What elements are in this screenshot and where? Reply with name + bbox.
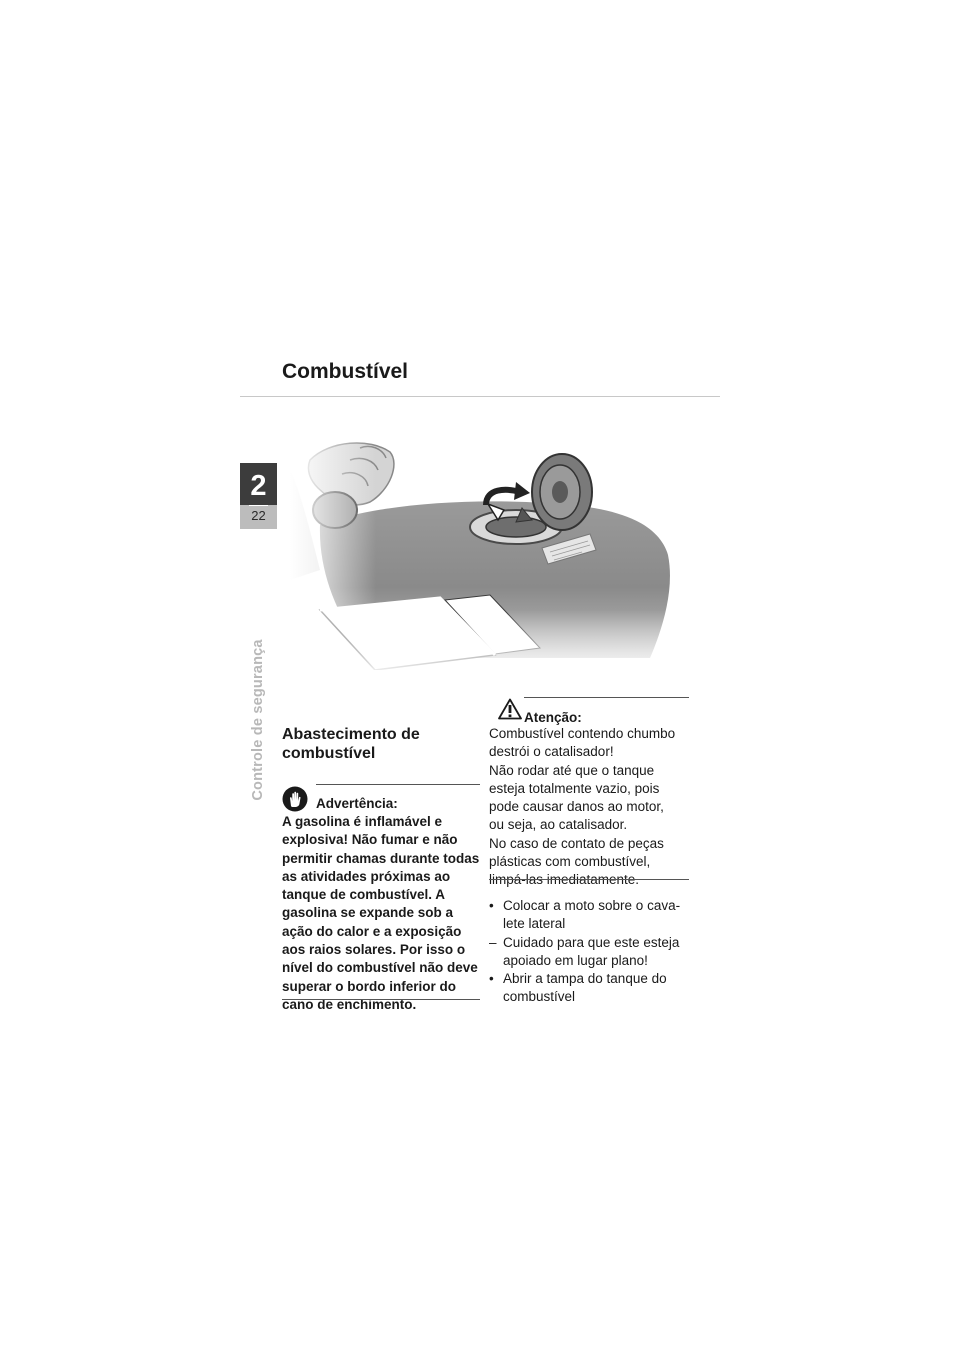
caution-line: limpá-las imediatamente. bbox=[489, 872, 640, 888]
list-item bbox=[489, 970, 694, 1007]
caution-line: Combustível contendo chumbo bbox=[489, 726, 676, 741]
instruction-list bbox=[489, 897, 694, 1007]
caution-line: Não rodar até que o tanque bbox=[489, 762, 655, 778]
list-item-text: Abrir a tampa do tanque do combustível bbox=[503, 971, 667, 1005]
list-item bbox=[489, 934, 694, 971]
caution-rule-top bbox=[524, 697, 689, 698]
page-title: Combustível bbox=[282, 360, 409, 383]
bullet-marker: • bbox=[489, 971, 494, 987]
caution-text bbox=[489, 725, 694, 890]
dash-marker: – bbox=[489, 934, 497, 950]
exclamation-triangle-icon bbox=[498, 698, 522, 720]
page-number: 22 bbox=[251, 508, 266, 523]
caution-line: esteja totalmente vazio, pois bbox=[489, 780, 660, 796]
chapter-divider bbox=[249, 505, 268, 506]
title-divider bbox=[240, 396, 720, 397]
chapter-number: 2 bbox=[250, 470, 267, 502]
stop-hand-icon bbox=[282, 786, 308, 812]
list-item-text: Colocar a moto sobre o cava-lete lateral bbox=[503, 898, 681, 932]
warning-rule-top bbox=[316, 784, 480, 785]
warning-text: A gasolina é inflamável e explosiva! Não fumar e não permitir chamas durante todas as atividades próximas ao tanque de combustível. A gasolina se expande sob a ação do calor e a exposição aos raios solares. Por isso o nível do combustível não deve superar o bordo inferior do cano de enchimento. bbox=[282, 814, 480, 1012]
chapter-side-label: Controle de segurança bbox=[250, 639, 266, 801]
caution-line: plásticas com combustível, bbox=[489, 854, 651, 870]
caution-line: ou seja, ao catalisador. bbox=[489, 817, 628, 833]
caution-label: Atenção: bbox=[524, 710, 582, 725]
caution-line: destrói o catalisador! bbox=[489, 744, 614, 760]
bullet-marker: • bbox=[489, 898, 494, 913]
caution-line: pode causar danos ao motor, bbox=[489, 799, 664, 815]
caution-line: No caso de contato de peças bbox=[489, 835, 664, 851]
warning-label: Advertência: bbox=[316, 796, 398, 811]
list-item-text: Cuidado para que este esteja apoiado em lugar plano! bbox=[503, 934, 680, 968]
section-title: Abastecimento de combustível bbox=[282, 726, 420, 762]
caution-rule-bottom bbox=[489, 879, 689, 880]
list-item bbox=[489, 897, 694, 934]
warning-rule-bottom bbox=[282, 999, 480, 1000]
fuel-tank-illustration bbox=[290, 430, 720, 670]
